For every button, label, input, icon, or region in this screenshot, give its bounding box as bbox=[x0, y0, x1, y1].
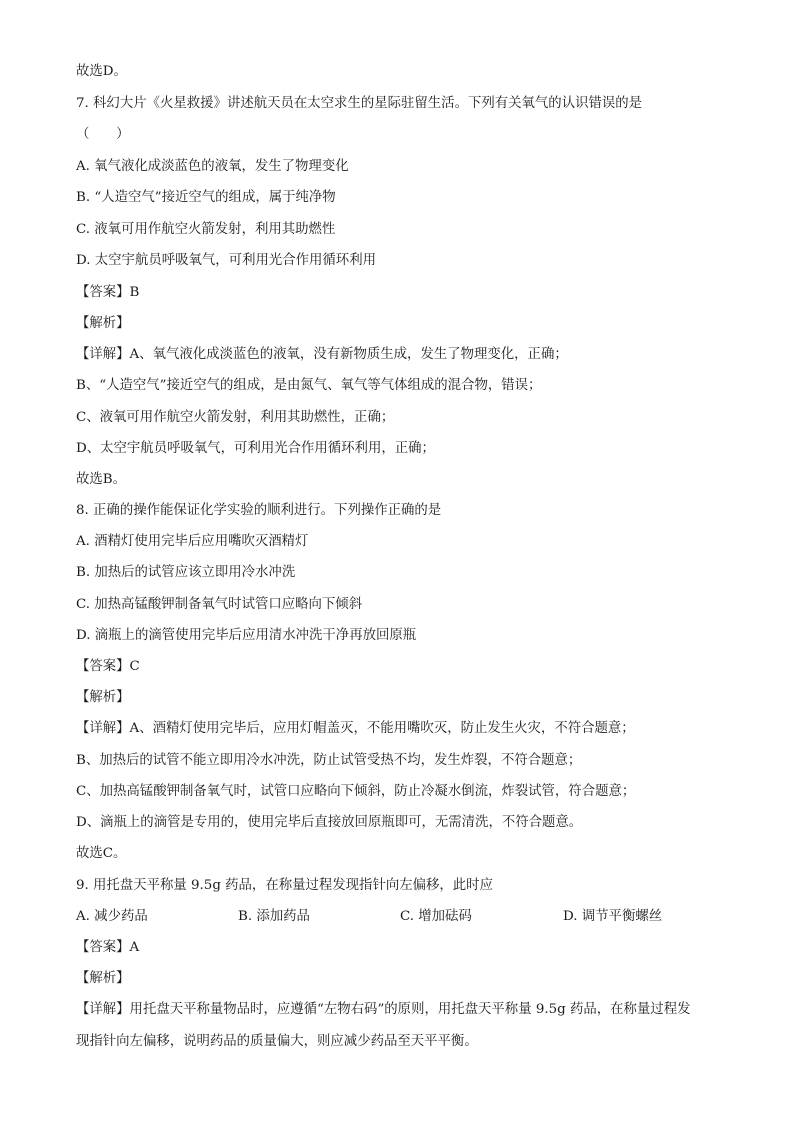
question-8-stem: 8. 正确的操作能保证化学实验的顺利进行。下列操作正确的是 bbox=[76, 503, 442, 518]
answer-label: 【答案】B bbox=[76, 285, 140, 300]
question-7-stem: 7. 科幻大片《火星救援》讲述航天员在太空求生的星际驻留生活。下列有关氧气的认识错误的是 bbox=[76, 96, 643, 111]
question-8-option-d: D. 滴瓶上的滴管使用完毕后应用清水冲洗干净再放回原瓶 bbox=[76, 628, 417, 643]
detail-line: B、加热后的试管不能立即用冷水冲洗，防止试管受热不均，发生炸裂，不符合题意； bbox=[76, 753, 582, 768]
question-9-option-c: C. 增加砝码 bbox=[400, 909, 472, 924]
analysis-label: 【解析】 bbox=[76, 690, 130, 705]
answer-label: 【答案】A bbox=[76, 940, 140, 955]
detail-line: 【详解】A、酒精灯使用完毕后，应用灯帽盖灭，不能用嘴吹灭，防止发生火灾，不符合题意； bbox=[76, 721, 635, 736]
answer-label: 【答案】C bbox=[76, 659, 140, 674]
question-9-stem: 9. 用托盘天平称量 9.5g 药品，在称量过程发现指针向左偏移，此时应 bbox=[76, 878, 493, 893]
detail-line: B、“人造空气”接近空气的组成，是由氮气、氧气等气体组成的混合物，错误； bbox=[76, 378, 542, 393]
detail-line: D、太空宇航员呼吸氧气，可利用光合作用循环利用，正确； bbox=[76, 441, 435, 456]
text-line: 故选D。 bbox=[76, 64, 127, 79]
analysis-label: 【解析】 bbox=[76, 971, 130, 986]
question-9-option-d: D. 调节平衡螺丝 bbox=[563, 909, 663, 924]
detail-line: C、加热高锰酸钾制备氧气时，试管口应略向下倾斜，防止冷凝水倒流，炸裂试管，符合题意； bbox=[76, 784, 636, 799]
detail-line: 现指针向左偏移，说明药品的质量偏大，则应减少药品至天平平衡。 bbox=[76, 1034, 478, 1049]
question-8-option-a: A. 酒精灯使用完毕后应用嘴吹灭酒精灯 bbox=[76, 534, 309, 549]
detail-line: C、液氧可用作航空火箭发射，利用其助燃性，正确； bbox=[76, 410, 395, 425]
question-8-option-c: C. 加热高锰酸钾制备氧气时试管口应略向下倾斜 bbox=[76, 597, 363, 612]
question-8-option-b: B. 加热后的试管应该立即用冷水冲洗 bbox=[76, 565, 296, 580]
question-7-blank: （ ） bbox=[76, 127, 130, 142]
detail-line: 【详解】A、氧气液化成淡蓝色的液氧，没有新物质生成，发生了物理变化，正确； bbox=[76, 347, 568, 362]
text-line: 故选B。 bbox=[76, 472, 127, 487]
text-line: 故选C。 bbox=[76, 846, 127, 861]
question-9-option-a: A. 减少药品 bbox=[76, 909, 148, 924]
question-7-option-d: D. 太空宇航员呼吸氧气，可利用光合作用循环利用 bbox=[76, 253, 376, 268]
question-9-option-b: B. 添加药品 bbox=[238, 909, 310, 924]
question-7-option-a: A. 氧气液化成淡蓝色的液氧，发生了物理变化 bbox=[76, 159, 349, 174]
question-7-option-c: C. 液氧可用作航空火箭发射，利用其助燃性 bbox=[76, 222, 336, 237]
analysis-label: 【解析】 bbox=[76, 316, 130, 331]
detail-line: 【详解】用托盘天平称量物品时，应遵循“左物右码”的原则，用托盘天平称量 9.5g 药品，在称量过程发 bbox=[76, 1002, 691, 1017]
detail-line: D、滴瓶上的滴管是专用的，使用完毕后直接放回原瓶即可，无需清洗，不符合题意。 bbox=[76, 815, 583, 830]
question-7-option-b: B. “人造空气”接近空气的组成，属于纯净物 bbox=[76, 190, 336, 205]
